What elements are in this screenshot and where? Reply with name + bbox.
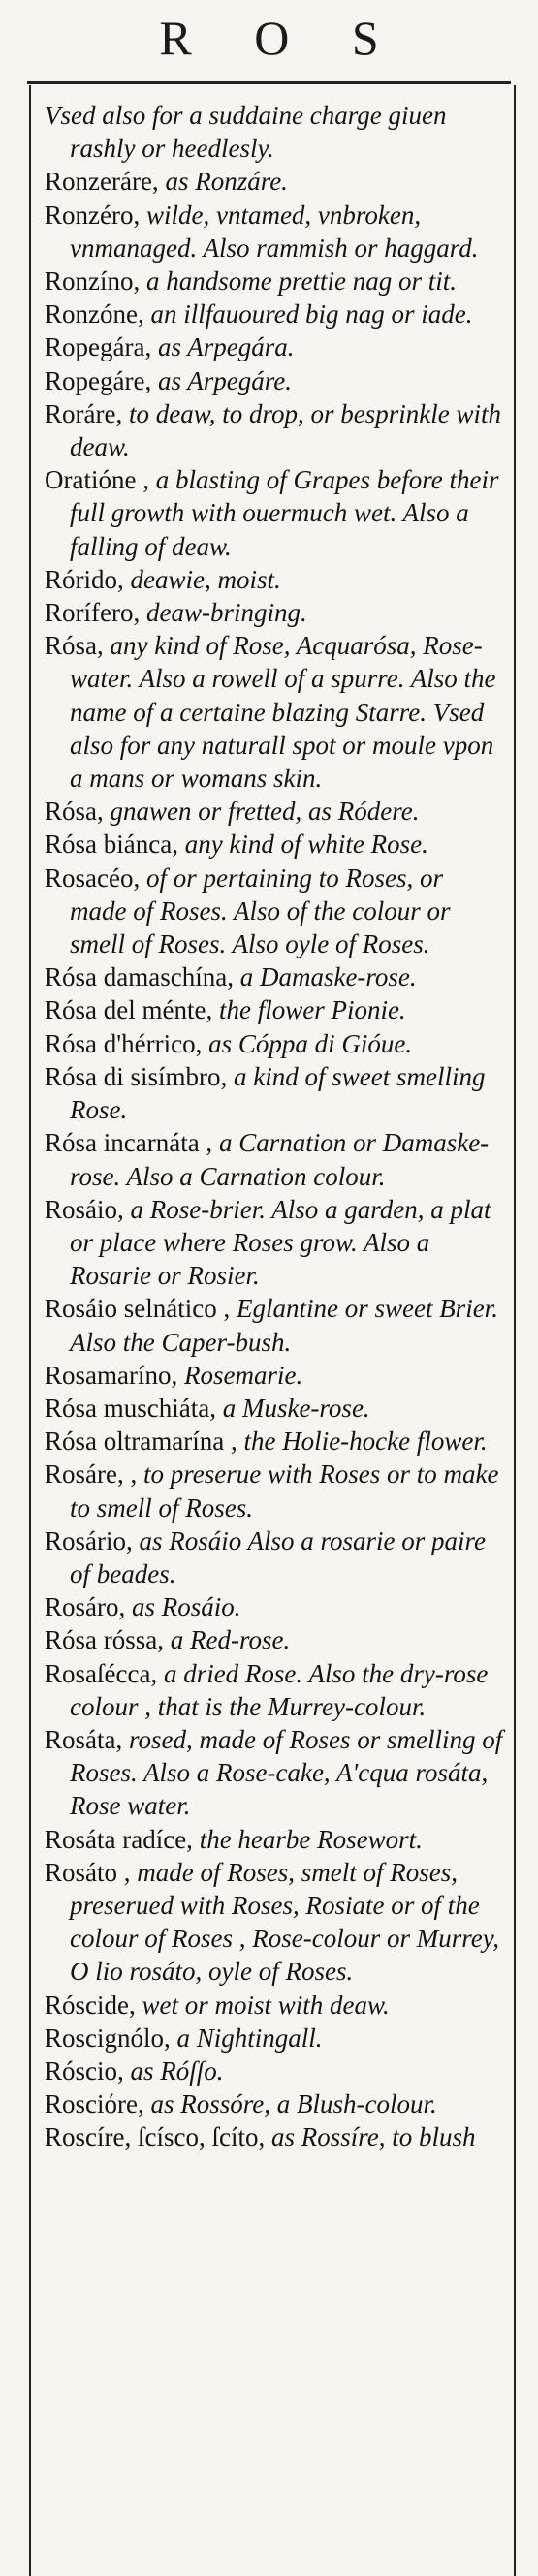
dictionary-entry — [45, 1623, 506, 1656]
entry-headword: Ropegára, — [45, 332, 152, 362]
entry-column — [29, 85, 516, 2576]
dictionary-entry — [45, 165, 506, 198]
entry-headword: Rosáta, — [45, 1724, 123, 1754]
entry-headword: Rósa róssa, — [45, 1625, 164, 1655]
entry-definition: rosed, made of Roses or smelling of Roses. Also a Rose-cake, A'cqua rosáta, Rose water. — [70, 1724, 503, 1821]
entry-headword: Ronzóne, — [45, 299, 144, 330]
dictionary-entry — [45, 1657, 506, 1723]
entry-definition: a blasting of Grapes before their full growth with ouermuch wet. Also a falling of deaw. — [70, 465, 499, 561]
entry-definition: a Red-rose. — [170, 1625, 291, 1655]
dictionary-entry — [45, 862, 506, 961]
entry-headword: Ronzeráre, — [45, 167, 159, 197]
dictionary-entry — [45, 2022, 506, 2055]
entry-headword: Rósa damaschína, — [45, 962, 234, 992]
dictionary-entry — [45, 2120, 506, 2153]
entry-headword: Roscignólo, — [45, 2023, 171, 2053]
dictionary-entry — [45, 795, 506, 828]
entry-definition: wet or moist with deaw. — [142, 1990, 390, 2020]
dictionary-entry — [45, 1359, 506, 1392]
entry-list — [31, 85, 514, 2154]
entry-headword: Roscíre, ſcísco, ſcíto, — [45, 2122, 266, 2152]
dictionary-entry — [45, 960, 506, 993]
dictionary-entry — [45, 828, 506, 861]
entry-headword: Rosáta radíce, — [45, 1824, 193, 1854]
dictionary-entry — [45, 1193, 506, 1293]
dictionary-entry — [45, 1027, 506, 1060]
dictionary-entry — [45, 1126, 506, 1192]
page-title: R O S — [159, 11, 404, 65]
entry-definition: the Holie-hocke flower. — [243, 1427, 488, 1457]
entry-headword: Rosamaríno, — [45, 1360, 178, 1390]
entry-definition: Rosemarie. — [183, 1360, 303, 1390]
entry-definition: wilde, vntamed, vnbroken, vnmanaged. Also rammish or haggard. — [70, 200, 479, 263]
entry-definition: an illfauoured big nag or iade. — [150, 299, 473, 330]
dictionary-entry — [45, 397, 506, 463]
entry-definition: the flower Pionie. — [218, 995, 406, 1025]
entry-headword: Rósa, — [45, 797, 104, 827]
entry-headword: Rosáro, — [45, 1592, 126, 1622]
entry-definition: as Róſſo. — [130, 2056, 224, 2086]
entry-headword: Ronzéro, — [45, 200, 141, 230]
dictionary-entry — [45, 1458, 506, 1524]
dictionary-entry — [45, 993, 506, 1026]
entry-definition: a Rose-brier. Also a garden, a plat or place where Roses grow. Also a Rosarie or Rosier. — [70, 1194, 491, 1291]
entry-headword: Rósa muschiáta, — [45, 1393, 216, 1423]
page-header — [0, 0, 538, 76]
entry-definition: as Rossíre, to blush — [270, 2122, 476, 2152]
dictionary-entry — [45, 1392, 506, 1425]
entry-definition: as Rossóre, a Blush-colour. — [150, 2089, 437, 2120]
entry-headword: Rósa del ménte, — [45, 995, 213, 1025]
dictionary-entry — [45, 1856, 506, 1989]
entry-headword: Rorífero, — [45, 598, 141, 628]
entry-headword: Róscio, — [45, 2056, 124, 2086]
dictionary-entry — [45, 298, 506, 330]
entry-headword: Rosáio, — [45, 1194, 124, 1224]
entry-definition: Eglantine or sweet Brier. Also the Caper-bush. — [70, 1294, 498, 1357]
dictionary-entry — [45, 1989, 506, 2022]
entry-headword: Rósa, — [45, 631, 104, 661]
entry-definition: any kind of Rose, Acquarósa, Rose-water. Also a rowell of a spurre. Also the name of a certaine blazing Starre. Vsed also for any naturall spot or moule vpon a mans or womans skin. — [70, 631, 496, 794]
entry-headword: Ronzíno, — [45, 267, 141, 297]
entry-definition: made of Roses, smelt of Roses, preserued with Roses, Rosiate or of the colour of Roses , Rose-colour or Murrey, O lio rosáto, oyle of Roses. — [70, 1857, 499, 1987]
header-rule — [27, 81, 511, 84]
dictionary-entry — [45, 1292, 506, 1358]
entry-definition: deaw-bringing. — [145, 598, 307, 628]
entry-definition: a Muske-rose. — [222, 1393, 370, 1423]
dictionary-entry — [45, 1590, 506, 1623]
dictionary-entry — [45, 99, 506, 165]
dictionary-entry — [45, 463, 506, 563]
entry-headword: Rosáto , — [45, 1857, 131, 1887]
entry-definition: any kind of white Rose. — [184, 830, 428, 860]
entry-definition: of or pertaining to Roses, or made of Roses. Also of the colour or smell of Roses. Also oyle of Roses. — [70, 863, 451, 959]
entry-definition: a Nightingall. — [176, 2023, 323, 2053]
dictionary-entry — [45, 199, 506, 265]
entry-headword: Rórido, — [45, 564, 124, 594]
dictionary-entry — [45, 265, 506, 298]
dictionary-entry — [45, 1425, 506, 1458]
dictionary-entry — [45, 330, 506, 363]
entry-definition: to preserue with Roses or to make to smell of Roses. — [70, 1460, 499, 1523]
entry-headword: Róscide, — [45, 1990, 136, 2020]
dictionary-entry — [45, 2088, 506, 2120]
entry-definition: gnawen or fretted, as Ródere. — [110, 797, 420, 827]
entry-definition: the hearbe Rosewort. — [199, 1824, 423, 1854]
entry-definition: as Cóppa di Gióue. — [208, 1028, 413, 1058]
dictionary-entry — [45, 1524, 506, 1590]
entry-headword: Rosáio selnático , — [45, 1294, 231, 1324]
entry-headword: Rosaſécca, — [45, 1658, 158, 1688]
entry-headword: Rósa biánca, — [45, 830, 178, 860]
entry-headword: Rosacéo, — [45, 863, 141, 893]
dictionary-entry — [45, 364, 506, 397]
dictionary-entry — [45, 1060, 506, 1126]
entry-definition: as Rosáio Also a rosarie or paire of beades. — [70, 1525, 487, 1588]
entry-definition: a dried Rose. Also the dry-rose colour , that is the Murrey-colour. — [70, 1658, 489, 1721]
entry-definition: Vsed also for a suddaine charge giuen rashly or heedlesly. — [45, 101, 447, 164]
dictionary-entry — [45, 563, 506, 596]
entry-definition: as Ronzáre. — [165, 167, 288, 197]
entry-headword: Rósa di sisímbro, — [45, 1061, 228, 1091]
entry-headword: Ropegáre, — [45, 365, 152, 395]
entry-headword: Rósa d'hérrico, — [45, 1028, 203, 1058]
entry-headword: Roráre, — [45, 398, 123, 428]
entry-definition: a handsome prettie nag or tit. — [146, 267, 457, 297]
dictionary-entry — [45, 1823, 506, 1856]
entry-headword: Rosáre, , — [45, 1460, 138, 1490]
entry-definition: a kind of sweet smelling Rose. — [70, 1061, 486, 1125]
entry-definition: a Damaske-rose. — [239, 962, 417, 992]
entry-headword: Oratióne , — [45, 465, 149, 495]
entry-definition: as Arpegára. — [157, 332, 295, 362]
entry-headword: Rósa oltramarína , — [45, 1427, 237, 1457]
entry-definition: deawie, moist. — [130, 564, 281, 594]
dictionary-entry — [45, 2055, 506, 2088]
entry-definition: a Carnation or Damaske-rose. Also a Carnation colour. — [70, 1128, 490, 1191]
entry-headword: Rósa incarnáta , — [45, 1128, 213, 1158]
entry-definition: to deaw, to drop, or besprinkle with deaw. — [70, 398, 501, 462]
dictionary-entry — [45, 629, 506, 795]
dictionary-entry — [45, 596, 506, 629]
entry-headword: Rosário, — [45, 1525, 133, 1555]
entry-headword: Rosciόre, — [45, 2089, 144, 2120]
entry-definition: as Rosáio. — [132, 1592, 241, 1622]
entry-definition: as Arpegáre. — [157, 365, 292, 395]
dictionary-entry — [45, 1723, 506, 1823]
